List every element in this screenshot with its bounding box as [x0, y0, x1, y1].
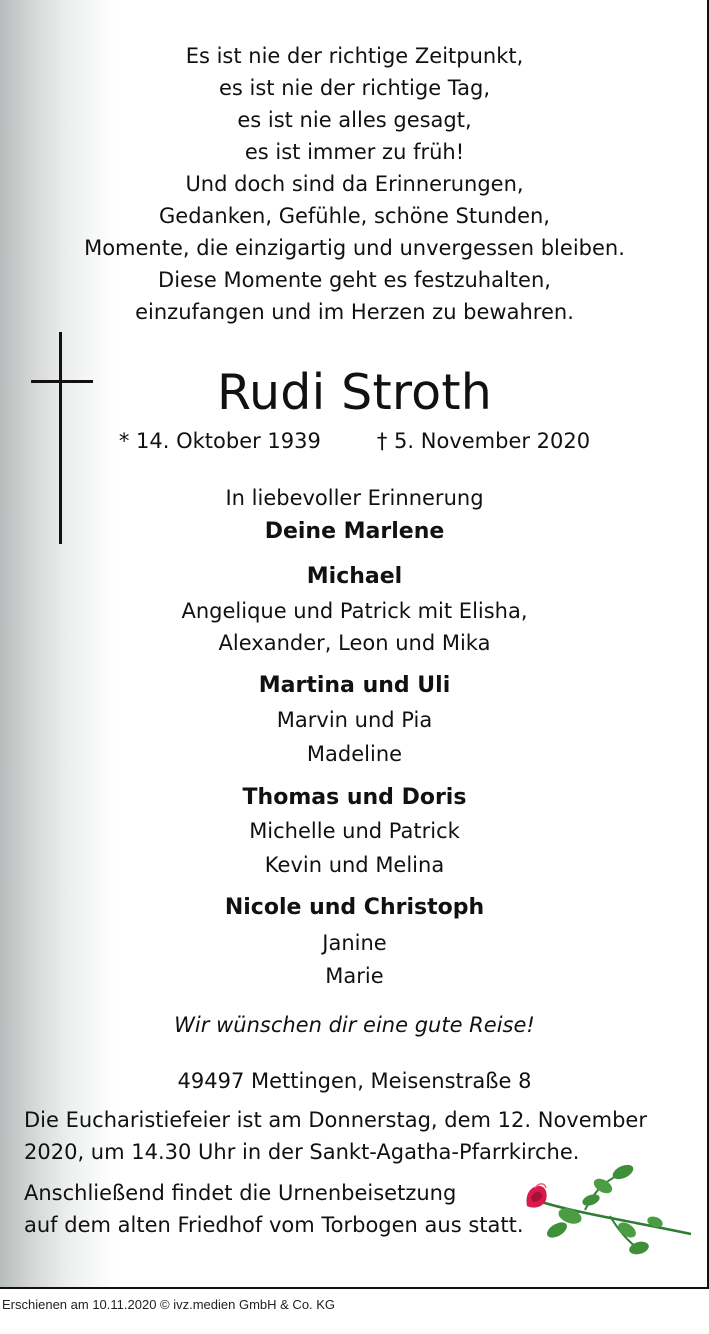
mourner-family-head: Thomas und Doris: [242, 785, 467, 810]
farewell-line: Wir wünschen dir eine gute Reise!: [174, 1013, 535, 1037]
mourner-family-head: Nicole und Christoph: [224, 895, 485, 920]
birth-date: * 14. Oktober 1939: [118, 429, 321, 453]
poem-line: einzufangen und im Herzen zu bewahren.: [135, 300, 574, 324]
death-date: † 5. November 2020: [376, 429, 591, 453]
mourner-family-line: Marvin und Pia: [276, 708, 433, 732]
memorial-intro: In liebevoller Erinnerung: [225, 486, 484, 510]
publication-footer: Erschienen am 10.11.2020 © ivz.medien GmbH & Co. KG: [2, 1297, 336, 1312]
poem-line: Und doch sind da Erinnerungen,: [185, 172, 524, 196]
poem-line: es ist nie der richtige Tag,: [218, 76, 491, 100]
deceased-name: Rudi Stroth: [216, 364, 493, 421]
mourner-family-line: Angelique und Patrick mit Elisha,: [181, 599, 528, 623]
poem-line: Gedanken, Gefühle, schöne Stunden,: [159, 204, 550, 228]
poem: [0, 40, 709, 328]
poem-line: Momente, die einzigartig und unvergessen bleiben.: [84, 236, 625, 260]
mourner-family-head: Michael: [306, 564, 403, 589]
service-line: Die Eucharistiefeier ist am Donnerstag, dem 12. November: [24, 1108, 647, 1132]
mourner-family-head: Martina und Uli: [258, 673, 451, 698]
mourner-spouse: Deine Marlene: [264, 519, 445, 544]
mourner-family-line: Kevin und Melina: [264, 853, 445, 877]
burial-line: auf dem alten Friedhof vom Torbogen aus statt.: [24, 1213, 524, 1237]
mourner-family-line: Alexander, Leon und Mika: [218, 631, 491, 655]
address: 49497 Mettingen, Meisenstraße 8: [177, 1069, 532, 1093]
life-dates: [0, 427, 709, 455]
poem-line: es ist immer zu früh!: [244, 140, 465, 164]
mourner-family-line: Madeline: [306, 742, 403, 766]
rose-icon: [515, 1158, 695, 1258]
burial-line: Anschließend findet die Urnenbeisetzung: [24, 1181, 457, 1205]
mourner-family-line: Michelle und Patrick: [249, 819, 460, 843]
poem-line: es ist nie alles gesagt,: [237, 108, 472, 132]
poem-line: Diese Momente geht es festzuhalten,: [158, 268, 551, 292]
mourner-family-line: Janine: [322, 931, 387, 955]
service-line: 2020, um 14.30 Uhr in der Sankt-Agatha-Pfarrkirche.: [24, 1140, 580, 1164]
mourner-family-line: Marie: [325, 964, 384, 988]
poem-line: Es ist nie der richtige Zeitpunkt,: [185, 44, 524, 68]
